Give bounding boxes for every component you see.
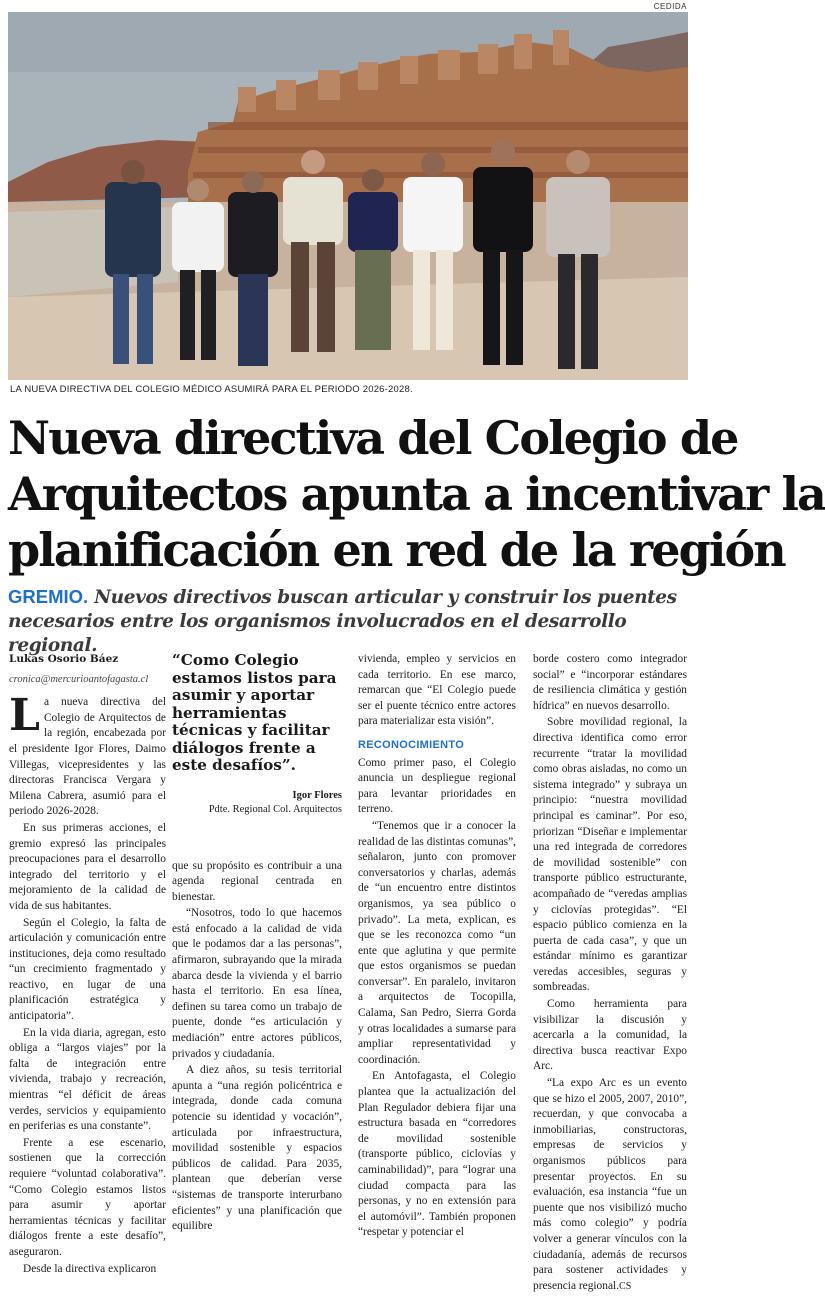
paragraph: Frente a ese escenario, sostienen que la corrección requiere “voluntad colaborativa”. “Como Colegio estamos listos para asumir y aportar herramientas técnicas y facilitar diálogos frente a este desafío”, aseguraron. (9, 1136, 166, 1258)
paragraph: La nueva directiva del Colegio de Arquitectos de la región, encabezada por el presidente Igor Flores, Daimo Villegas, vicepresidentes y las directoras Francisca Vergara y Milena Cabrera, asumió para el periodo 2026-2028. (9, 690, 166, 818)
deck-text: Nuevos directivos buscan articular y construir los puentes necesarios entre los organismos involucrados en el desarrollo regional. (8, 587, 677, 656)
author-name: Lukas Osorio Báez (9, 653, 119, 665)
paragraph: “La expo Arc es un evento que se hizo el 2005, 2007, 2010”, recuerdan, y que convocaba a inmobiliarias, constructoras, empresas de servicios y organismos públicos para presentar proyectos. En su evaluación, esa instancia “fue un puente que nos visibilizó mucho más como colegio” y podría volver a generar vínculos con la ciudadanía, además de recursos para sostener actividades y presencia regional.CS (533, 1077, 687, 1292)
author-email: cronica@mercurioantofagasta.cl (9, 673, 149, 685)
deck (8, 585, 688, 658)
headline-line-3: planificación en red de la región (8, 523, 785, 577)
headline-line-1: Nueva directiva del Colegio de (8, 411, 738, 465)
paragraph: En la vida diaria, agregan, esto obliga a “largos viajes” por la falta de integración entre vivienda, trabajo y recreación, mientras “el déficit de áreas verdes, servicios y equipamiento en periferias es una constante”. (9, 1026, 166, 1133)
pull-quote: “Como Colegio estamos listos para asumir y aportar herramientas técnicas y facilitar diálogos frente a este desafíos”. (172, 651, 337, 774)
group-photo-illustration (8, 12, 688, 380)
paragraph: Como primer paso, el Colegio anuncia un despliegue regional para levantar prioridades en terreno. (358, 756, 516, 816)
paragraph: Según el Colegio, la falta de articulación y comunicación entre instituciones, deja como resultado “un crecimiento fragmentado y reactivo, en lugar de una planificación estratégica y anticipatoria”. (9, 916, 166, 1023)
group-photo (8, 12, 688, 380)
pull-quote-author: Igor Flores (292, 789, 342, 801)
pull-quote-role: Pdte. Regional Col. Arquitectos (208, 803, 342, 815)
column-2 (172, 652, 342, 1236)
paragraph: Desde la directiva explicaron (23, 1262, 157, 1275)
headline-line-2: Arquitectos apunta a incentivar la (8, 467, 825, 521)
paragraph: En Antofagasta, el Colegio plantea que la actualización del Plan Regulador debiera fijar una estructura basada en “corredores de movilidad sostenible (transporte público, ciclovías y caminabilidad)”, para “lograr una ciudad compacta para las personas, y no en extensión para el automóvil”. También proponen “respetar y potenciar el (358, 1070, 516, 1239)
paragraph: “Nosotros, todo lo que hacemos está enfocado a la calidad de vida que le podamos dar a las personas”, afirmaron, subrayando que la mirada abarca desde la vivienda y el barrio hasta el territorio. En esa línea, definen su tarea como un trabajo de puente, donde “es articulación y mediación” entre actores públicos, privados y ciudadanía. (172, 907, 342, 1060)
photo-caption: LA NUEVA DIRECTIVA DEL COLEGIO MÉDICO ASUMIRÁ PARA EL PERIODO 2026-2028. (10, 384, 413, 395)
section-kicker: GREMIO. (8, 586, 89, 607)
column-3 (358, 652, 516, 1242)
paragraph: vivienda, empleo y servicios en cada territorio. En ese marco, remarcan que “El Colegio puede ser el puente técnico entre actores para materializar esta visión”. (358, 653, 516, 728)
paragraph: borde costero como integrador social” e “incorporar estándares de resiliencia climática y gestión hídrica” en nuevos desarrollo. (533, 653, 687, 712)
paragraph: “Tenemos que ir a conocer la realidad de las distintas comunas”, señalaron, junto con promover conversatorios y charlas, además de “un encuentro entre distintos organismos, ya sea público o privado”. La meta, explican, es que se les reconozca como “un ente que aglutina y que permite que estos organismos se puedan conversar”. En paralelo, invitaron a arquitectos de Tocopilla, Calama, San Pedro, Sierra Gorda y otras localidades a sumarse para ampliar representatividad y coordinación. (358, 819, 516, 1066)
paragraph: Como herramienta para visibilizar la discusión y acercarla a la comunidad, la directiva busca reactivar Expo Arc. (533, 998, 687, 1073)
photo-credit: CEDIDA (653, 2, 687, 11)
column-4 (533, 652, 687, 1295)
paragraph: A diez años, su tesis territorial apunta a “una región policéntrica e integrada, donde cada comuna potencie su identidad y vocación”, articulada por infraestructura, movilidad sostenible y espacios públicos de calidad. Para 2035, plantean que deberían verse “sistemas de transporte interurbano eficientes” y una planificación que equilibre (172, 1064, 342, 1233)
paragraph: En sus primeras acciones, el gremio expresó las principales preocupaciones para el desarrollo integrado del territorio y el mejoramiento de la calidad de vida de sus habitantes. (9, 821, 166, 912)
paragraph: que su propósito es contribuir a una agenda regional centrada en bienestar. (172, 859, 342, 903)
drop-cap: L (9, 690, 40, 742)
end-mark: CS (619, 1280, 632, 1292)
paragraph: Sobre movilidad regional, la directiva identifica como error recurrente “tratar la movilidad como obras aisladas, no como un sistema integrado” y subraya un principio: “nuestra movilidad principal es caminar”. Por eso, priorizan “Diseñar e implementar una red integrada de corredores de movilidad sostenible” con transporte público estructurante, acompañado de “veredas amplias y ciclovías protegidas”. “El espacio público comienza en la puerta de cada casa”, y que un estándar mínimo es garantizar veredas accesibles, seguras y sombreadas. (533, 716, 687, 994)
headline (8, 410, 825, 578)
column-1 (9, 652, 166, 1278)
subhead: RECONOCIMIENTO (358, 738, 465, 751)
